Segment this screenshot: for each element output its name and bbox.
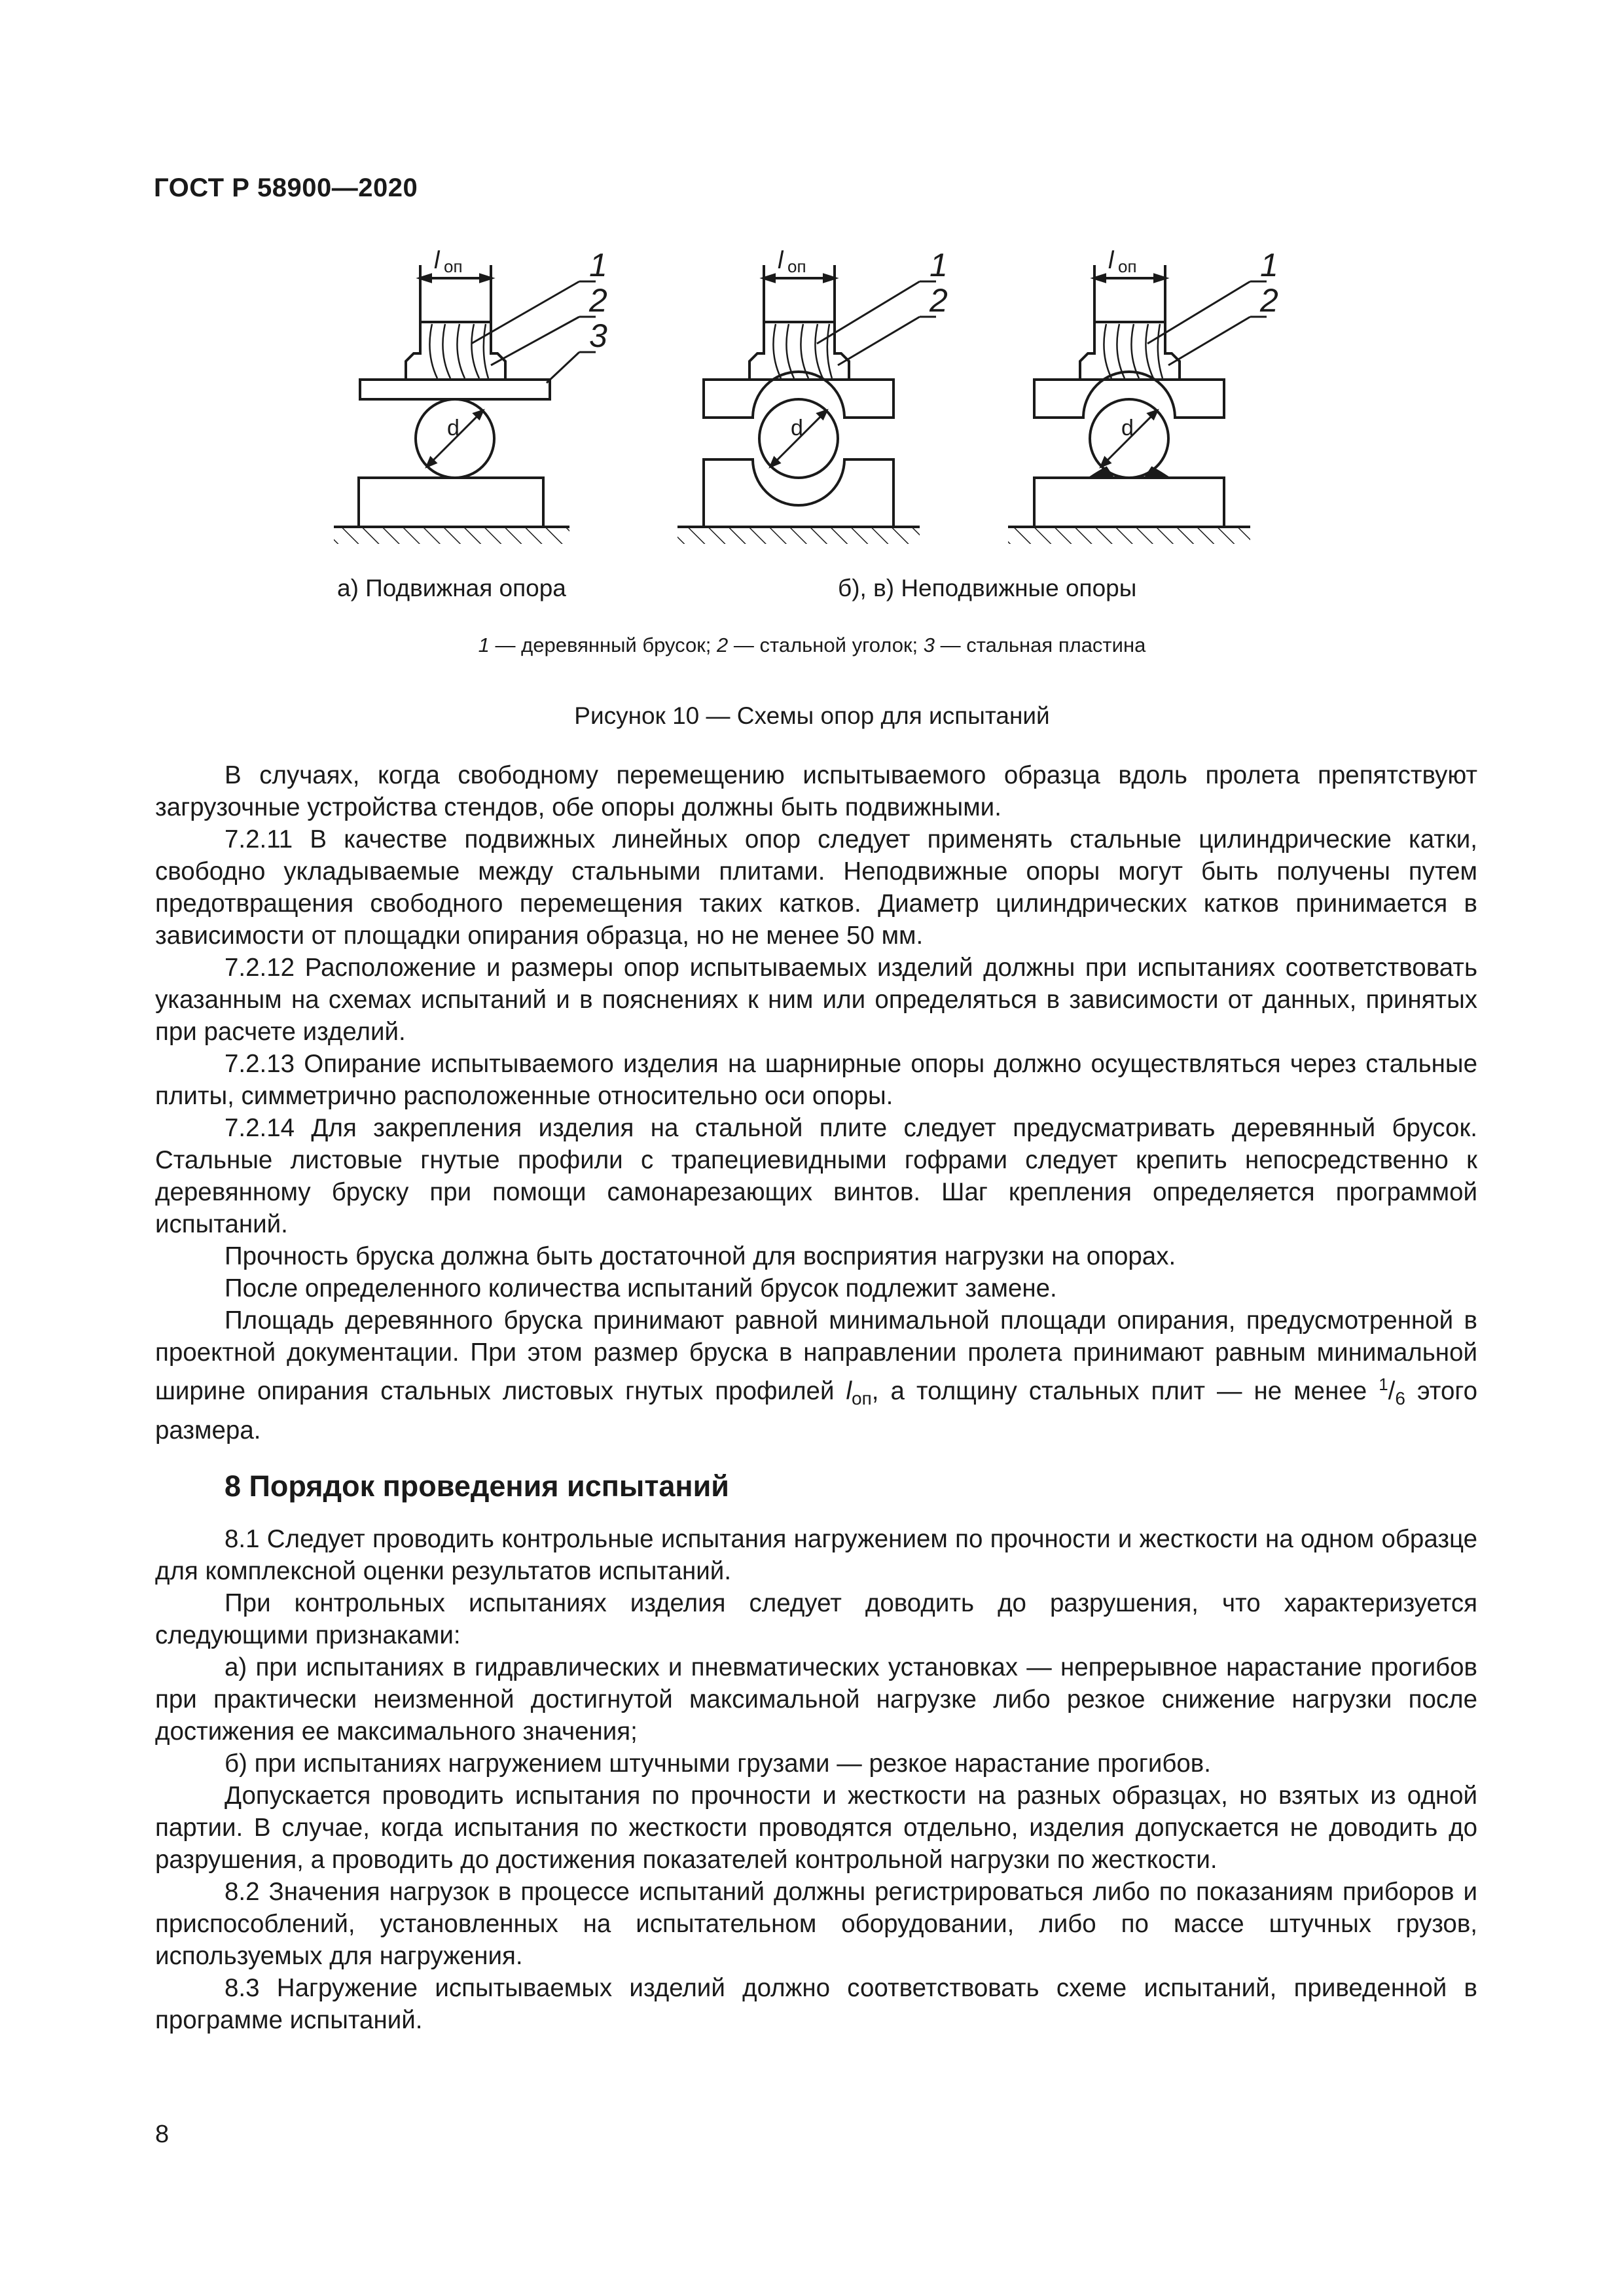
legend-num-2: 2: [717, 634, 729, 656]
p8-part-b: , а толщину стальных плит — не менее: [871, 1377, 1379, 1405]
paragraph: 7.2.13 Опирание испытываемого изделия на шарнирные опоры должно осуществляться через стальные плиты, симметрично расположенные относительно оси опоры.: [155, 1050, 1477, 1110]
document-header: ГОСТ Р 58900—2020: [154, 173, 418, 202]
wood-grain: [1104, 324, 1163, 378]
paragraph: 7.2.11 В качестве подвижных линейных опор следует применять стальные цилиндрические катки, свободно укладываемые между стальными плитами. Неподвижные опоры могут быть получены путем предотвращения свободного перемещения таких катков. Диаметр цилиндрических катков принимается в зависимости от площадки опирания образца, но не менее 50 мм.: [155, 825, 1477, 950]
scheme-a-callout-3: 3: [589, 317, 607, 354]
scheme-v-fixed-support: [1008, 265, 1267, 544]
legend-text-3: — стальная пластина: [935, 634, 1146, 656]
scheme-v-callout-2: 2: [1260, 282, 1278, 319]
scheme-b-dim-l: l: [778, 249, 784, 274]
paragraph: 8.1 Следует проводить контрольные испытания нагружением по прочности и жесткости на одном образце для комплексной оценки результатов испытаний.: [155, 1525, 1477, 1585]
fraction-slash: /: [1388, 1377, 1396, 1405]
legend-num-1: 1: [478, 634, 490, 656]
paragraph: б) при испытаниях нагружением штучными грузами — резкое нарастание прогибов.: [225, 1749, 1211, 1778]
p8-part-c: этого размера.: [155, 1377, 1478, 1444]
paragraph: В случаях, когда свободному перемещению испытываемого образца вдоль пролета препятствуют загрузочные устройства стендов, обе опоры должны быть подвижными.: [155, 761, 1477, 821]
fraction-numerator: 1: [1379, 1374, 1388, 1394]
scheme-v-dim-l: l: [1108, 249, 1114, 274]
paragraph: 8.3 Нагружение испытываемых изделий должно соответствовать схеме испытаний, приведенной в программе испытаний.: [155, 1974, 1477, 2034]
legend-text-1: — деревянный брусок;: [489, 634, 717, 656]
legend-text-2: — стальной уголок;: [728, 634, 924, 656]
paragraph: 8.2 Значения нагрузок в процессе испытаний должны регистрироваться либо по показаниям приборов и приспособлений, установленных на испытательном оборудовании, либо по массе штучных грузов, используемых для нагружения.: [155, 1878, 1477, 1970]
scheme-a-dim-sub: оп: [444, 257, 463, 276]
caption-scheme-a: а) Подвижная опора: [337, 575, 566, 601]
scheme-a-movable-support: [334, 265, 596, 544]
scheme-a-diameter: d: [447, 416, 460, 440]
paragraph: При контрольных испытаниях изделия следует доводить до разрушения, что характеризуется следующими признаками:: [155, 1589, 1477, 1649]
body-text: [155, 759, 1477, 2036]
scheme-v-dim-sub: оп: [1118, 257, 1137, 276]
paragraph: После определенного количества испытаний брусок подлежит замене.: [225, 1274, 1057, 1302]
scheme-b-callout-2: 2: [929, 282, 948, 319]
scheme-b-dim-sub: оп: [787, 257, 806, 276]
p8-part-a: Площадь деревянного бруска принимают равной минимальной площади опирания, предусмотренной в проектной документации. При этом размер бруска в направлении пролета принимают равным минимальной ширине опирания стальных листовых гнутых профилей: [155, 1306, 1477, 1405]
scheme-b-fixed-support: [677, 265, 936, 544]
scheme-v-diameter: d: [1121, 416, 1134, 440]
caption-scheme-bv: б), в) Неподвижные опоры: [838, 575, 1137, 601]
scheme-a-callout-1: 1: [589, 249, 607, 283]
paragraph: 7.2.12 Расположение и размеры опор испытываемых изделий должны при испытаниях соответствовать указанным на схемах испытаний и в пояснениях к ним или определяться в зависимости от данных, принятых при расчете изделий.: [155, 954, 1477, 1046]
wood-grain: [773, 324, 832, 378]
section-heading: 8 Порядок проведения испытаний: [225, 1469, 729, 1503]
l-op-subscript: оп: [852, 1388, 872, 1408]
paragraph: а) при испытаниях в гидравлических и пневматических установках — непрерывное нарастание прогибов при практически неизменной достигнутой максимальной нагрузке либо резкое снижение нагрузки после достижения ее максимального значения;: [155, 1653, 1477, 1746]
scheme-b-diameter: d: [791, 416, 803, 440]
scheme-a-dim-l: l: [434, 249, 440, 274]
l-op-symbol: l: [846, 1377, 852, 1405]
scheme-b-callout-1: 1: [929, 249, 948, 283]
wood-grain: [429, 324, 488, 378]
support-schemes-figure: [327, 249, 1309, 576]
figure-title: Рисунок 10 — Схемы опор для испытаний: [574, 702, 1050, 729]
figure-legend: [0, 634, 1624, 657]
legend-num-3: 3: [923, 634, 935, 656]
paragraph-with-formula: [155, 1304, 1477, 1446]
fraction-denominator: 6: [1395, 1388, 1405, 1408]
scheme-a-callout-2: 2: [589, 282, 607, 319]
paragraph: Допускается проводить испытания по прочности и жесткости на разных образцах, но взятых из одной партии. В случае, когда испытания по жесткости проводятся отдельно, изделия допускается не доводить до разрушения, а проводить до достижения показателей контрольной нагрузки по жесткости.: [155, 1782, 1477, 1874]
paragraph: Прочность бруска должна быть достаточной для восприятия нагрузки на опорах.: [225, 1242, 1176, 1270]
page-number: 8: [155, 2121, 170, 2148]
scheme-v-callout-1: 1: [1260, 249, 1278, 283]
paragraph: 7.2.14 Для закрепления изделия на стальной плите следует предусматривать деревянный брусок. Стальные листовые гнутые профили с трапециевидными гофрами следует крепить непосредственно к деревянному бруску при помощи самонарезающих винтов. Шаг крепления определяется программой испытаний.: [155, 1114, 1477, 1238]
